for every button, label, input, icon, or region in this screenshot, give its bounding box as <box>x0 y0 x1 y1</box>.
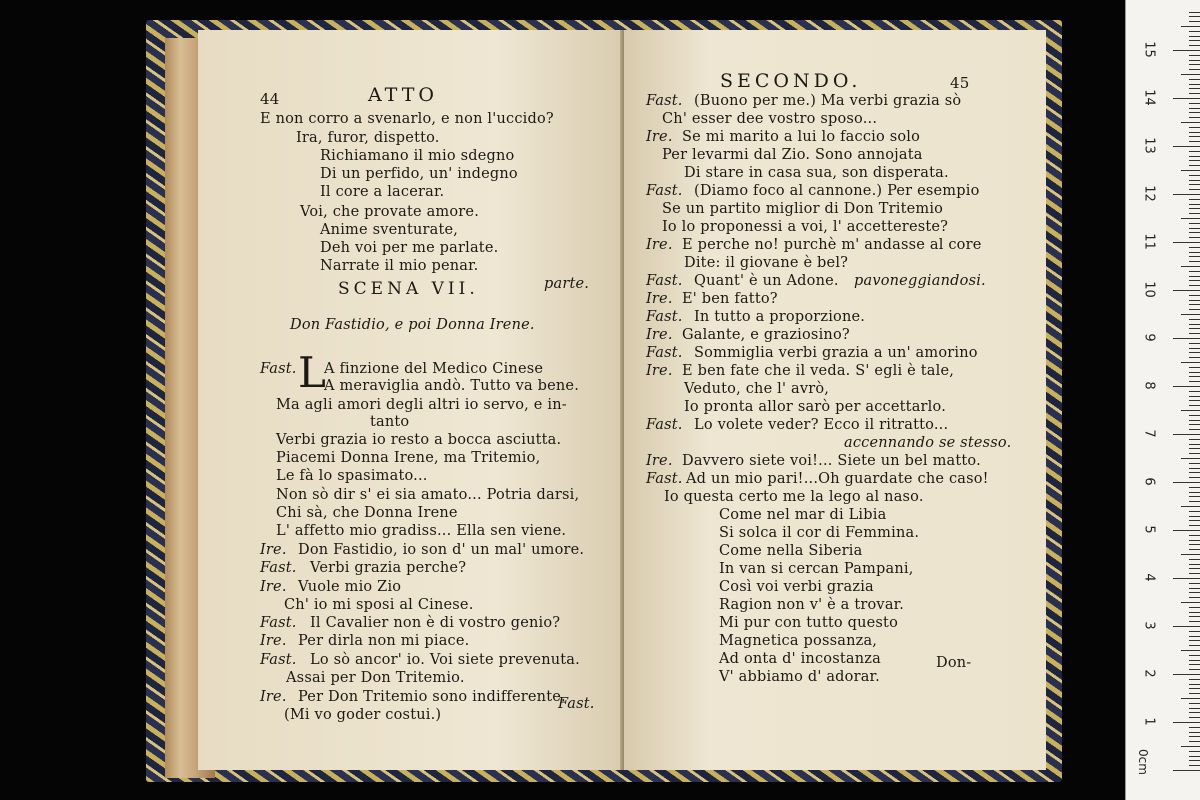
speaker-label: Ire. <box>646 453 673 469</box>
dialogue-line: Veduto, che l' avrò, <box>684 381 830 397</box>
verse-line: Narrate il mio penar. <box>320 258 479 274</box>
ruler-tick <box>1189 756 1200 757</box>
verse-line: Di un perfido, un' indegno <box>320 166 518 182</box>
ruler-tick <box>1189 669 1200 670</box>
ruler-tick <box>1189 285 1200 286</box>
ruler-tick <box>1189 103 1200 104</box>
ruler-tick <box>1189 228 1200 229</box>
speaker-label: Ire. <box>646 363 673 379</box>
ruler-tick <box>1189 732 1200 733</box>
ruler-tick <box>1181 506 1200 507</box>
ruler-tick <box>1189 736 1200 737</box>
verse-line: Anime sventurate, <box>320 222 459 238</box>
catchword: Don- <box>936 655 972 671</box>
ruler-tick <box>1173 482 1200 483</box>
dialogue-line: In tutto a proporzione. <box>694 309 866 325</box>
ruler-tick <box>1189 501 1200 502</box>
dialogue-line: Ma agli amori degli altri io servo, e in- <box>276 397 567 413</box>
speaker-label: Fast. <box>646 93 683 109</box>
ruler-label: 13 <box>1141 137 1157 154</box>
speaker-label: Ire. <box>260 633 287 649</box>
ruler-tick <box>1189 69 1200 70</box>
dialogue-line: Assai per Don Tritemio. <box>286 670 465 686</box>
ruler-tick <box>1189 132 1200 133</box>
ruler-tick <box>1189 420 1200 421</box>
ruler-tick <box>1189 160 1200 161</box>
ruler-tick <box>1189 544 1200 545</box>
stage-direction-parte: parte. <box>544 276 590 292</box>
verse-line: Richiamano il mio sdegno <box>320 148 515 164</box>
dialogue-line: (Diamo foco al cannone.) Per esempio <box>694 183 980 199</box>
ruler-tick <box>1189 396 1200 397</box>
ruler-tick <box>1173 242 1200 243</box>
ruler-tick <box>1181 170 1200 171</box>
dialogue-line: Non sò dir s' ei sia amato... Potria darsi, <box>276 487 580 503</box>
ruler-tick <box>1189 247 1200 248</box>
ruler-tick <box>1189 487 1200 488</box>
dialogue-line: Vuole mio Zio <box>298 579 402 595</box>
ruler-tick <box>1181 746 1200 747</box>
ruler-tick <box>1189 453 1200 454</box>
dialogue-line: tanto <box>370 414 410 430</box>
page-number: 44 <box>260 90 280 108</box>
ruler-tick <box>1189 645 1200 646</box>
ruler-tick <box>1189 127 1200 128</box>
ruler-tick <box>1189 16 1200 17</box>
running-head: ATTO <box>368 84 438 106</box>
dialogue-line: Come nella Siberia <box>719 543 863 559</box>
dialogue-line: Mi pur con tutto questo <box>719 615 899 631</box>
dialogue-line: Lo volete veder? Ecco il ritratto... <box>694 417 949 433</box>
dialogue-line: Io pronta allor sarò per accettarlo. <box>684 399 946 415</box>
stage-direction: accennando se stesso. <box>844 435 1012 451</box>
dialogue-line: Di stare in casa sua, son disperata. <box>684 165 949 181</box>
running-head: SECONDO. <box>720 70 862 92</box>
ruler-tick <box>1189 175 1200 176</box>
dialogue-line: Come nel mar di Libia <box>719 507 887 523</box>
ruler-tick <box>1189 439 1200 440</box>
ruler-tick <box>1189 252 1200 253</box>
dialogue-line: V' abbiamo d' adorar. <box>719 669 880 685</box>
speaker-label: Fast. <box>260 361 297 377</box>
ruler-tick <box>1189 199 1200 200</box>
ruler-unit: 0cm <box>1135 749 1150 775</box>
ruler-tick <box>1189 535 1200 536</box>
ruler-tick <box>1189 472 1200 473</box>
ruler-tick <box>1189 184 1200 185</box>
dialogue-line: Io lo proponessi a voi, l' accettereste? <box>662 219 949 235</box>
ruler-label: 1 <box>1141 717 1157 726</box>
ruler-tick <box>1173 578 1200 579</box>
ruler-tick <box>1173 194 1200 195</box>
dialogue-line: Ad onta d' incostanza <box>719 651 881 667</box>
ruler-tick <box>1189 765 1200 766</box>
ruler-tick <box>1189 660 1200 661</box>
ruler-tick <box>1173 146 1200 147</box>
speaker-label: Ire. <box>646 237 673 253</box>
speaker-label: Ire. <box>646 327 673 343</box>
dialogue-line: Ragion non v' è a trovar. <box>719 597 905 613</box>
speaker-label: Fast. <box>646 309 683 325</box>
ruler-tick <box>1189 751 1200 752</box>
ruler-tick <box>1189 636 1200 637</box>
ruler-tick <box>1189 357 1200 358</box>
dialogue-line: Magnetica possanza, <box>719 633 878 649</box>
ruler-tick <box>1189 588 1200 589</box>
ruler-tick <box>1189 117 1200 118</box>
dialogue-line: A finzione del Medico Cinese <box>324 361 544 377</box>
ruler-tick <box>1189 309 1200 310</box>
ruler-tick <box>1189 741 1200 742</box>
dialogue-line: Così voi verbi grazia <box>719 579 874 595</box>
ruler-tick <box>1189 31 1200 32</box>
dialogue-line: In van si cercan Pampani, <box>719 561 914 577</box>
ruler-tick <box>1189 688 1200 689</box>
dialogue-line: Per dirla non mi piace. <box>298 633 470 649</box>
ruler-tick <box>1189 271 1200 272</box>
ruler-tick <box>1189 405 1200 406</box>
speaker-label: Fast. <box>646 417 683 433</box>
dialogue-line: Chi sà, che Donna Irene <box>276 505 458 521</box>
verse-line: E non corro a svenarlo, e non l'uccido? <box>260 111 554 127</box>
ruler-tick <box>1173 338 1200 339</box>
speaker-label: Ire. <box>646 129 673 145</box>
dialogue-line: Io questa certo me la lego al naso. <box>664 489 924 505</box>
dialogue-line: Le fà lo spasimato... <box>276 468 428 484</box>
ruler-tick <box>1189 463 1200 464</box>
ruler-label: 6 <box>1141 477 1157 486</box>
ruler-tick <box>1189 256 1200 257</box>
ruler-tick <box>1189 280 1200 281</box>
stage-direction: pavoneggiandosi. <box>854 273 986 289</box>
ruler-tick <box>1189 88 1200 89</box>
ruler-tick <box>1189 333 1200 334</box>
dialogue-line: Dite: il giovane è bel? <box>684 255 849 271</box>
dialogue-line: Ch' io mi sposi al Cinese. <box>284 597 474 613</box>
ruler-tick <box>1189 516 1200 517</box>
dialogue-line: Galante, e graziosino? <box>682 327 850 343</box>
ruler-tick <box>1189 496 1200 497</box>
ruler-tick <box>1173 50 1200 51</box>
ruler-tick <box>1189 727 1200 728</box>
ruler-tick <box>1173 290 1200 291</box>
scene-characters: Don Fastidio, e poi Donna Irene. <box>290 317 535 333</box>
ruler-label: 4 <box>1141 573 1157 582</box>
ruler-tick <box>1189 213 1200 214</box>
scene-title: SCENA VII. <box>338 279 479 299</box>
ruler-label: 9 <box>1141 333 1157 342</box>
dialogue-line: Se un partito miglior di Don Tritemio <box>662 201 944 217</box>
ruler-tick <box>1189 343 1200 344</box>
ruler-tick <box>1181 266 1200 267</box>
ruler-tick <box>1189 616 1200 617</box>
ruler-tick <box>1189 664 1200 665</box>
measurement-ruler <box>1125 0 1200 800</box>
ruler-tick <box>1173 626 1200 627</box>
speaker-label: Fast. <box>646 273 683 289</box>
ruler-tick <box>1181 554 1200 555</box>
ruler-tick <box>1173 386 1200 387</box>
ruler-tick <box>1181 602 1200 603</box>
ruler-label: 10 <box>1141 281 1157 298</box>
ruler-tick <box>1189 136 1200 137</box>
speaker-label: Fast. <box>260 615 297 631</box>
ruler-tick <box>1189 703 1200 704</box>
ruler-tick <box>1189 477 1200 478</box>
ruler-tick <box>1189 93 1200 94</box>
dialogue-line: (Buono per me.) Ma verbi grazia sò <box>694 93 962 109</box>
ruler-tick <box>1173 434 1200 435</box>
ruler-tick <box>1189 180 1200 181</box>
drop-cap: L <box>298 348 326 397</box>
ruler-tick <box>1173 530 1200 531</box>
ruler-tick <box>1173 722 1200 723</box>
ruler-tick <box>1189 583 1200 584</box>
ruler-tick <box>1189 261 1200 262</box>
ruler-tick <box>1189 21 1200 22</box>
ruler-tick <box>1189 655 1200 656</box>
ruler-tick <box>1181 26 1200 27</box>
ruler-tick <box>1189 319 1200 320</box>
ruler-tick <box>1189 84 1200 85</box>
dialogue-line: Verbi grazia perche? <box>310 560 467 576</box>
ruler-tick <box>1189 324 1200 325</box>
speaker-label: Ire. <box>646 291 673 307</box>
ruler-tick <box>1189 295 1200 296</box>
ruler-tick <box>1189 525 1200 526</box>
ruler-tick <box>1189 367 1200 368</box>
ruler-tick <box>1173 98 1200 99</box>
verse-line: Il core a lacerar. <box>320 184 445 200</box>
ruler-tick <box>1189 300 1200 301</box>
ruler-tick <box>1189 708 1200 709</box>
ruler-tick <box>1189 391 1200 392</box>
ruler-tick <box>1181 650 1200 651</box>
ruler-tick <box>1189 424 1200 425</box>
dialogue-line: A meraviglia andò. Tutto va bene. <box>324 378 580 394</box>
ruler-label: 7 <box>1141 429 1157 438</box>
ruler-tick <box>1189 328 1200 329</box>
ruler-label: 15 <box>1141 41 1157 58</box>
ruler-tick <box>1189 415 1200 416</box>
dialogue-line: Si solca il cor di Femmina. <box>719 525 920 541</box>
speaker-label: Fast. <box>646 471 683 487</box>
ruler-tick <box>1189 549 1200 550</box>
dialogue-line: L' affetto mio gradiss... Ella sen viene. <box>276 523 567 539</box>
dialogue-line: Se mi marito a lui lo faccio solo <box>682 129 921 145</box>
ruler-tick <box>1189 352 1200 353</box>
ruler-tick <box>1189 372 1200 373</box>
ruler-tick <box>1189 156 1200 157</box>
dialogue-line: Per Don Tritemio sono indifferente. <box>298 689 566 705</box>
ruler-tick <box>1189 717 1200 718</box>
ruler-tick <box>1189 679 1200 680</box>
ruler-label: 11 <box>1141 233 1157 250</box>
dialogue-line: Quant' è un Adone. <box>694 273 839 289</box>
ruler-tick <box>1181 314 1200 315</box>
ruler-tick <box>1189 208 1200 209</box>
ruler-tick <box>1189 55 1200 56</box>
ruler-tick <box>1189 573 1200 574</box>
ruler-tick <box>1189 304 1200 305</box>
ruler-tick <box>1189 448 1200 449</box>
ruler-tick <box>1189 45 1200 46</box>
ruler-tick <box>1189 640 1200 641</box>
ruler-label: 14 <box>1141 89 1157 106</box>
ruler-tick <box>1173 674 1200 675</box>
dialogue-line: E perche no! purchè m' andasse al core <box>682 237 982 253</box>
ruler-tick <box>1181 698 1200 699</box>
ruler-tick <box>1189 348 1200 349</box>
dialogue-line: E' ben fatto? <box>682 291 778 307</box>
ruler-tick <box>1189 276 1200 277</box>
dialogue-line: Davvero siete voi!... Siete un bel matto. <box>682 453 981 469</box>
speaker-label: Fast. <box>646 345 683 361</box>
catchword: Fast. <box>558 696 595 712</box>
ruler-label: 3 <box>1141 621 1157 630</box>
verse-line: Deh voi per me parlate. <box>320 240 499 256</box>
ruler-tick <box>1189 444 1200 445</box>
ruler-tick <box>1189 108 1200 109</box>
ruler-tick <box>1189 40 1200 41</box>
ruler-tick <box>1189 597 1200 598</box>
ruler-tick <box>1189 712 1200 713</box>
ruler-tick <box>1181 218 1200 219</box>
ruler-tick <box>1189 511 1200 512</box>
speaker-label: Ire. <box>260 542 287 558</box>
ruler-tick <box>1189 559 1200 560</box>
ruler-tick <box>1189 621 1200 622</box>
speaker-label: Fast. <box>646 183 683 199</box>
ruler-tick <box>1189 612 1200 613</box>
ruler-tick <box>1189 540 1200 541</box>
ruler-label: 12 <box>1141 185 1157 202</box>
ruler-tick <box>1189 760 1200 761</box>
ruler-tick <box>1181 74 1200 75</box>
ruler-tick <box>1189 165 1200 166</box>
dialogue-line: Il Cavalier non è di vostro genio? <box>310 615 561 631</box>
ruler-tick <box>1189 564 1200 565</box>
ruler-tick <box>1189 204 1200 205</box>
verse-line: Ira, furor, dispetto. <box>296 130 440 146</box>
dialogue-line: (Mi vo goder costui.) <box>284 707 442 723</box>
ruler-tick <box>1181 410 1200 411</box>
ruler-tick <box>1189 693 1200 694</box>
dialogue-line: Verbi grazia io resto a bocca asciutta. <box>276 432 562 448</box>
dialogue-line: Don Fastidio, io son d' un mal' umore. <box>298 542 585 558</box>
dialogue-line: E ben fate che il veda. S' egli è tale, <box>682 363 955 379</box>
dialogue-line: Ad un mio pari!...Oh guardate che caso! <box>686 471 989 487</box>
speaker-label: Fast. <box>260 560 297 576</box>
ruler-tick <box>1189 189 1200 190</box>
ruler-label: 5 <box>1141 525 1157 534</box>
right-page <box>624 30 1046 770</box>
ruler-tick <box>1189 79 1200 80</box>
ruler-tick <box>1189 468 1200 469</box>
ruler-tick <box>1189 12 1200 13</box>
ruler-tick <box>1189 223 1200 224</box>
ruler-tick <box>1189 64 1200 65</box>
ruler-tick <box>1181 458 1200 459</box>
dialogue-line: Per levarmi dal Zio. Sono annojata <box>662 147 923 163</box>
speaker-label: Ire. <box>260 579 287 595</box>
dialogue-line: Lo sò ancor' io. Voi siete prevenuta. <box>310 652 580 668</box>
ruler-tick <box>1189 492 1200 493</box>
speaker-label: Ire. <box>260 689 287 705</box>
ruler-tick <box>1189 592 1200 593</box>
page-number: 45 <box>950 74 970 92</box>
ruler-tick <box>1189 376 1200 377</box>
ruler-tick <box>1181 362 1200 363</box>
ruler-tick <box>1189 568 1200 569</box>
ruler-tick <box>1181 122 1200 123</box>
ruler-tick <box>1189 60 1200 61</box>
verse-line: Voi, che provate amore. <box>300 204 480 220</box>
ruler-tick <box>1189 232 1200 233</box>
ruler-tick <box>1189 520 1200 521</box>
dialogue-line: Sommiglia verbi grazia a un' amorino <box>694 345 978 361</box>
ruler-label: 8 <box>1141 381 1157 390</box>
speaker-label: Fast. <box>260 652 297 668</box>
ruler-tick <box>1189 141 1200 142</box>
ruler-label: 2 <box>1141 669 1157 678</box>
ruler-tick <box>1189 684 1200 685</box>
ruler-tick <box>1173 770 1200 771</box>
ruler-tick <box>1189 631 1200 632</box>
ruler-tick <box>1189 607 1200 608</box>
ruler-tick <box>1189 112 1200 113</box>
ruler-tick <box>1189 381 1200 382</box>
left-page <box>198 30 624 770</box>
ruler-tick <box>1189 237 1200 238</box>
ruler-tick <box>1189 36 1200 37</box>
ruler-tick <box>1189 429 1200 430</box>
dialogue-line: Piacemi Donna Irene, ma Tritemio, <box>276 450 541 466</box>
ruler-tick <box>1189 151 1200 152</box>
dialogue-line: Ch' esser dee vostro sposo... <box>662 111 878 127</box>
ruler-tick <box>1189 400 1200 401</box>
